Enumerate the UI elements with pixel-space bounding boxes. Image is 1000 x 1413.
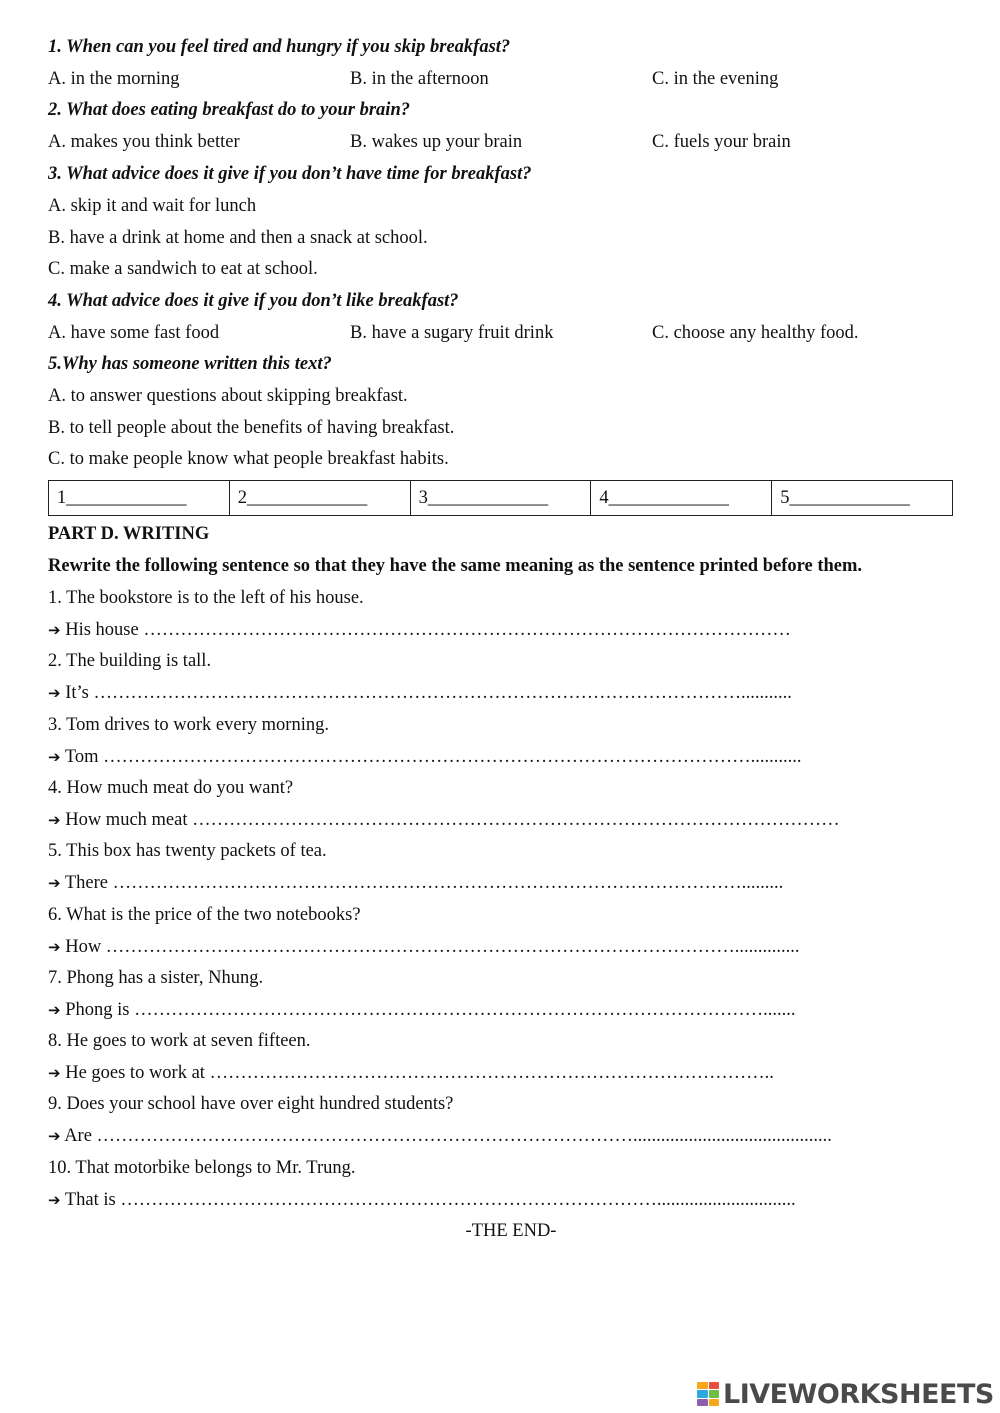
writing-rewrite-line[interactable] bbox=[48, 618, 791, 642]
writing-sentence: 2. The building is tall. bbox=[48, 651, 212, 671]
arrow-right-icon: ➔ bbox=[48, 1191, 61, 1209]
writing-sentence: 7. Phong has a sister, Nhung. bbox=[48, 968, 264, 988]
rewrite-prompt: Phong is …………………………………………………………………………………………....... bbox=[65, 1000, 796, 1020]
writing-rewrite-line[interactable] bbox=[48, 1061, 774, 1085]
writing-sentence: 5. This box has twenty packets of tea. bbox=[48, 841, 327, 861]
writing-rewrite-line[interactable] bbox=[48, 745, 802, 769]
arrow-right-icon: ➔ bbox=[48, 811, 61, 829]
logo-square bbox=[697, 1399, 708, 1406]
option-b: B. wakes up your brain bbox=[350, 132, 523, 152]
logo-square bbox=[709, 1382, 720, 1389]
option-a: A. have some fast food bbox=[48, 323, 220, 343]
rewrite-prompt: Tom ……………………………………………………………………………………………........... bbox=[64, 747, 802, 767]
option-a: A. to answer questions about skipping breakfast. bbox=[48, 386, 408, 406]
answer-cell-3[interactable]: 3_____________ bbox=[410, 481, 591, 516]
rewrite-prompt: It’s ……………………………………………………………………………………………........... bbox=[65, 683, 792, 703]
option-b: B. to tell people about the benefits of having breakfast. bbox=[48, 418, 455, 438]
writing-sentence: 8. He goes to work at seven fifteen. bbox=[48, 1031, 311, 1051]
writing-sentence: 1. The bookstore is to the left of his house. bbox=[48, 588, 364, 608]
option-b: B. have a drink at home and then a snack at school. bbox=[48, 228, 428, 248]
question-5: 5.Why has someone written this text? bbox=[48, 354, 332, 374]
writing-rewrite-line[interactable] bbox=[48, 808, 840, 832]
option-c: C. make a sandwich to eat at school. bbox=[48, 259, 318, 279]
rewrite-prompt: His house …………………………………………………………………………………………… bbox=[65, 620, 791, 640]
liveworksheets-logo bbox=[697, 1378, 994, 1410]
answer-cell-4[interactable]: 4_____________ bbox=[591, 481, 772, 516]
writing-sentence: 10. That motorbike belongs to Mr. Trung. bbox=[48, 1158, 356, 1178]
arrow-right-icon: ➔ bbox=[48, 938, 61, 956]
logo-square bbox=[709, 1390, 720, 1397]
arrow-right-icon: ➔ bbox=[48, 748, 61, 766]
writing-rewrite-line[interactable] bbox=[48, 1188, 796, 1212]
question-3: 3. What advice does it give if you don’t have time for breakfast? bbox=[48, 164, 532, 184]
logo-square bbox=[709, 1399, 720, 1406]
option-a: A. skip it and wait for lunch bbox=[48, 196, 257, 216]
arrow-right-icon: ➔ bbox=[48, 1064, 61, 1082]
part-d-heading: PART D. WRITING bbox=[48, 524, 210, 544]
writing-sentence: 3. Tom drives to work every morning. bbox=[48, 715, 329, 735]
writing-rewrite-line[interactable] bbox=[48, 935, 800, 959]
rewrite-prompt: How much meat …………………………………………………………………………………………… bbox=[65, 810, 840, 830]
arrow-right-icon: ➔ bbox=[48, 1127, 61, 1145]
option-a: A. in the morning bbox=[48, 69, 180, 89]
arrow-right-icon: ➔ bbox=[48, 621, 61, 639]
writing-rewrite-line[interactable] bbox=[48, 1124, 832, 1148]
option-b: B. have a sugary fruit drink bbox=[350, 323, 554, 343]
rewrite-prompt: Are ……………………………………………………………………………........................................... bbox=[64, 1126, 832, 1146]
answer-cell-2[interactable]: 2_____________ bbox=[229, 481, 410, 516]
logo-icon bbox=[697, 1382, 719, 1406]
logo-text: LIVEWORKSHEETS bbox=[723, 1378, 994, 1410]
option-c: C. fuels your brain bbox=[652, 132, 791, 152]
rewrite-prompt: There …………………………………………………………………………………………......... bbox=[64, 873, 784, 893]
writing-rewrite-line[interactable] bbox=[48, 871, 783, 895]
writing-rewrite-line[interactable] bbox=[48, 681, 792, 705]
logo-square bbox=[697, 1390, 708, 1397]
option-c: C. choose any healthy food. bbox=[652, 323, 859, 343]
rewrite-prompt: That is …………………………………………………………………………….............................. bbox=[64, 1190, 796, 1210]
rewrite-prompt: He goes to work at ……………………………………………………………………………….. bbox=[65, 1063, 774, 1083]
option-c: C. in the evening bbox=[652, 69, 779, 89]
arrow-right-icon: ➔ bbox=[48, 874, 61, 892]
answer-cell-5[interactable]: 5_____________ bbox=[772, 481, 953, 516]
answer-table bbox=[48, 480, 953, 516]
writing-sentence: 9. Does your school have over eight hundred students? bbox=[48, 1094, 454, 1114]
the-end: -THE END- bbox=[465, 1221, 557, 1241]
logo-square bbox=[697, 1382, 708, 1389]
part-d-instruction: Rewrite the following sentence so that they have the same meaning as the sentence printed before them. bbox=[48, 556, 863, 576]
question-2: 2. What does eating breakfast do to your brain? bbox=[48, 100, 410, 120]
option-c: C. to make people know what people breakfast habits. bbox=[48, 449, 449, 469]
writing-sentence: 4. How much meat do you want? bbox=[48, 778, 294, 798]
answer-cell-1[interactable]: 1_____________ bbox=[49, 481, 230, 516]
question-1: 1. When can you feel tired and hungry if you skip breakfast? bbox=[48, 37, 511, 57]
rewrite-prompt: How ………………………………………………………………………………………….............. bbox=[65, 937, 800, 957]
arrow-right-icon: ➔ bbox=[48, 1001, 61, 1019]
writing-rewrite-line[interactable] bbox=[48, 998, 795, 1022]
option-a: A. makes you think better bbox=[48, 132, 240, 152]
question-4: 4. What advice does it give if you don’t like breakfast? bbox=[48, 291, 459, 311]
writing-sentence: 6. What is the price of the two notebooks? bbox=[48, 905, 361, 925]
option-b: B. in the afternoon bbox=[350, 69, 489, 89]
arrow-right-icon: ➔ bbox=[48, 684, 61, 702]
